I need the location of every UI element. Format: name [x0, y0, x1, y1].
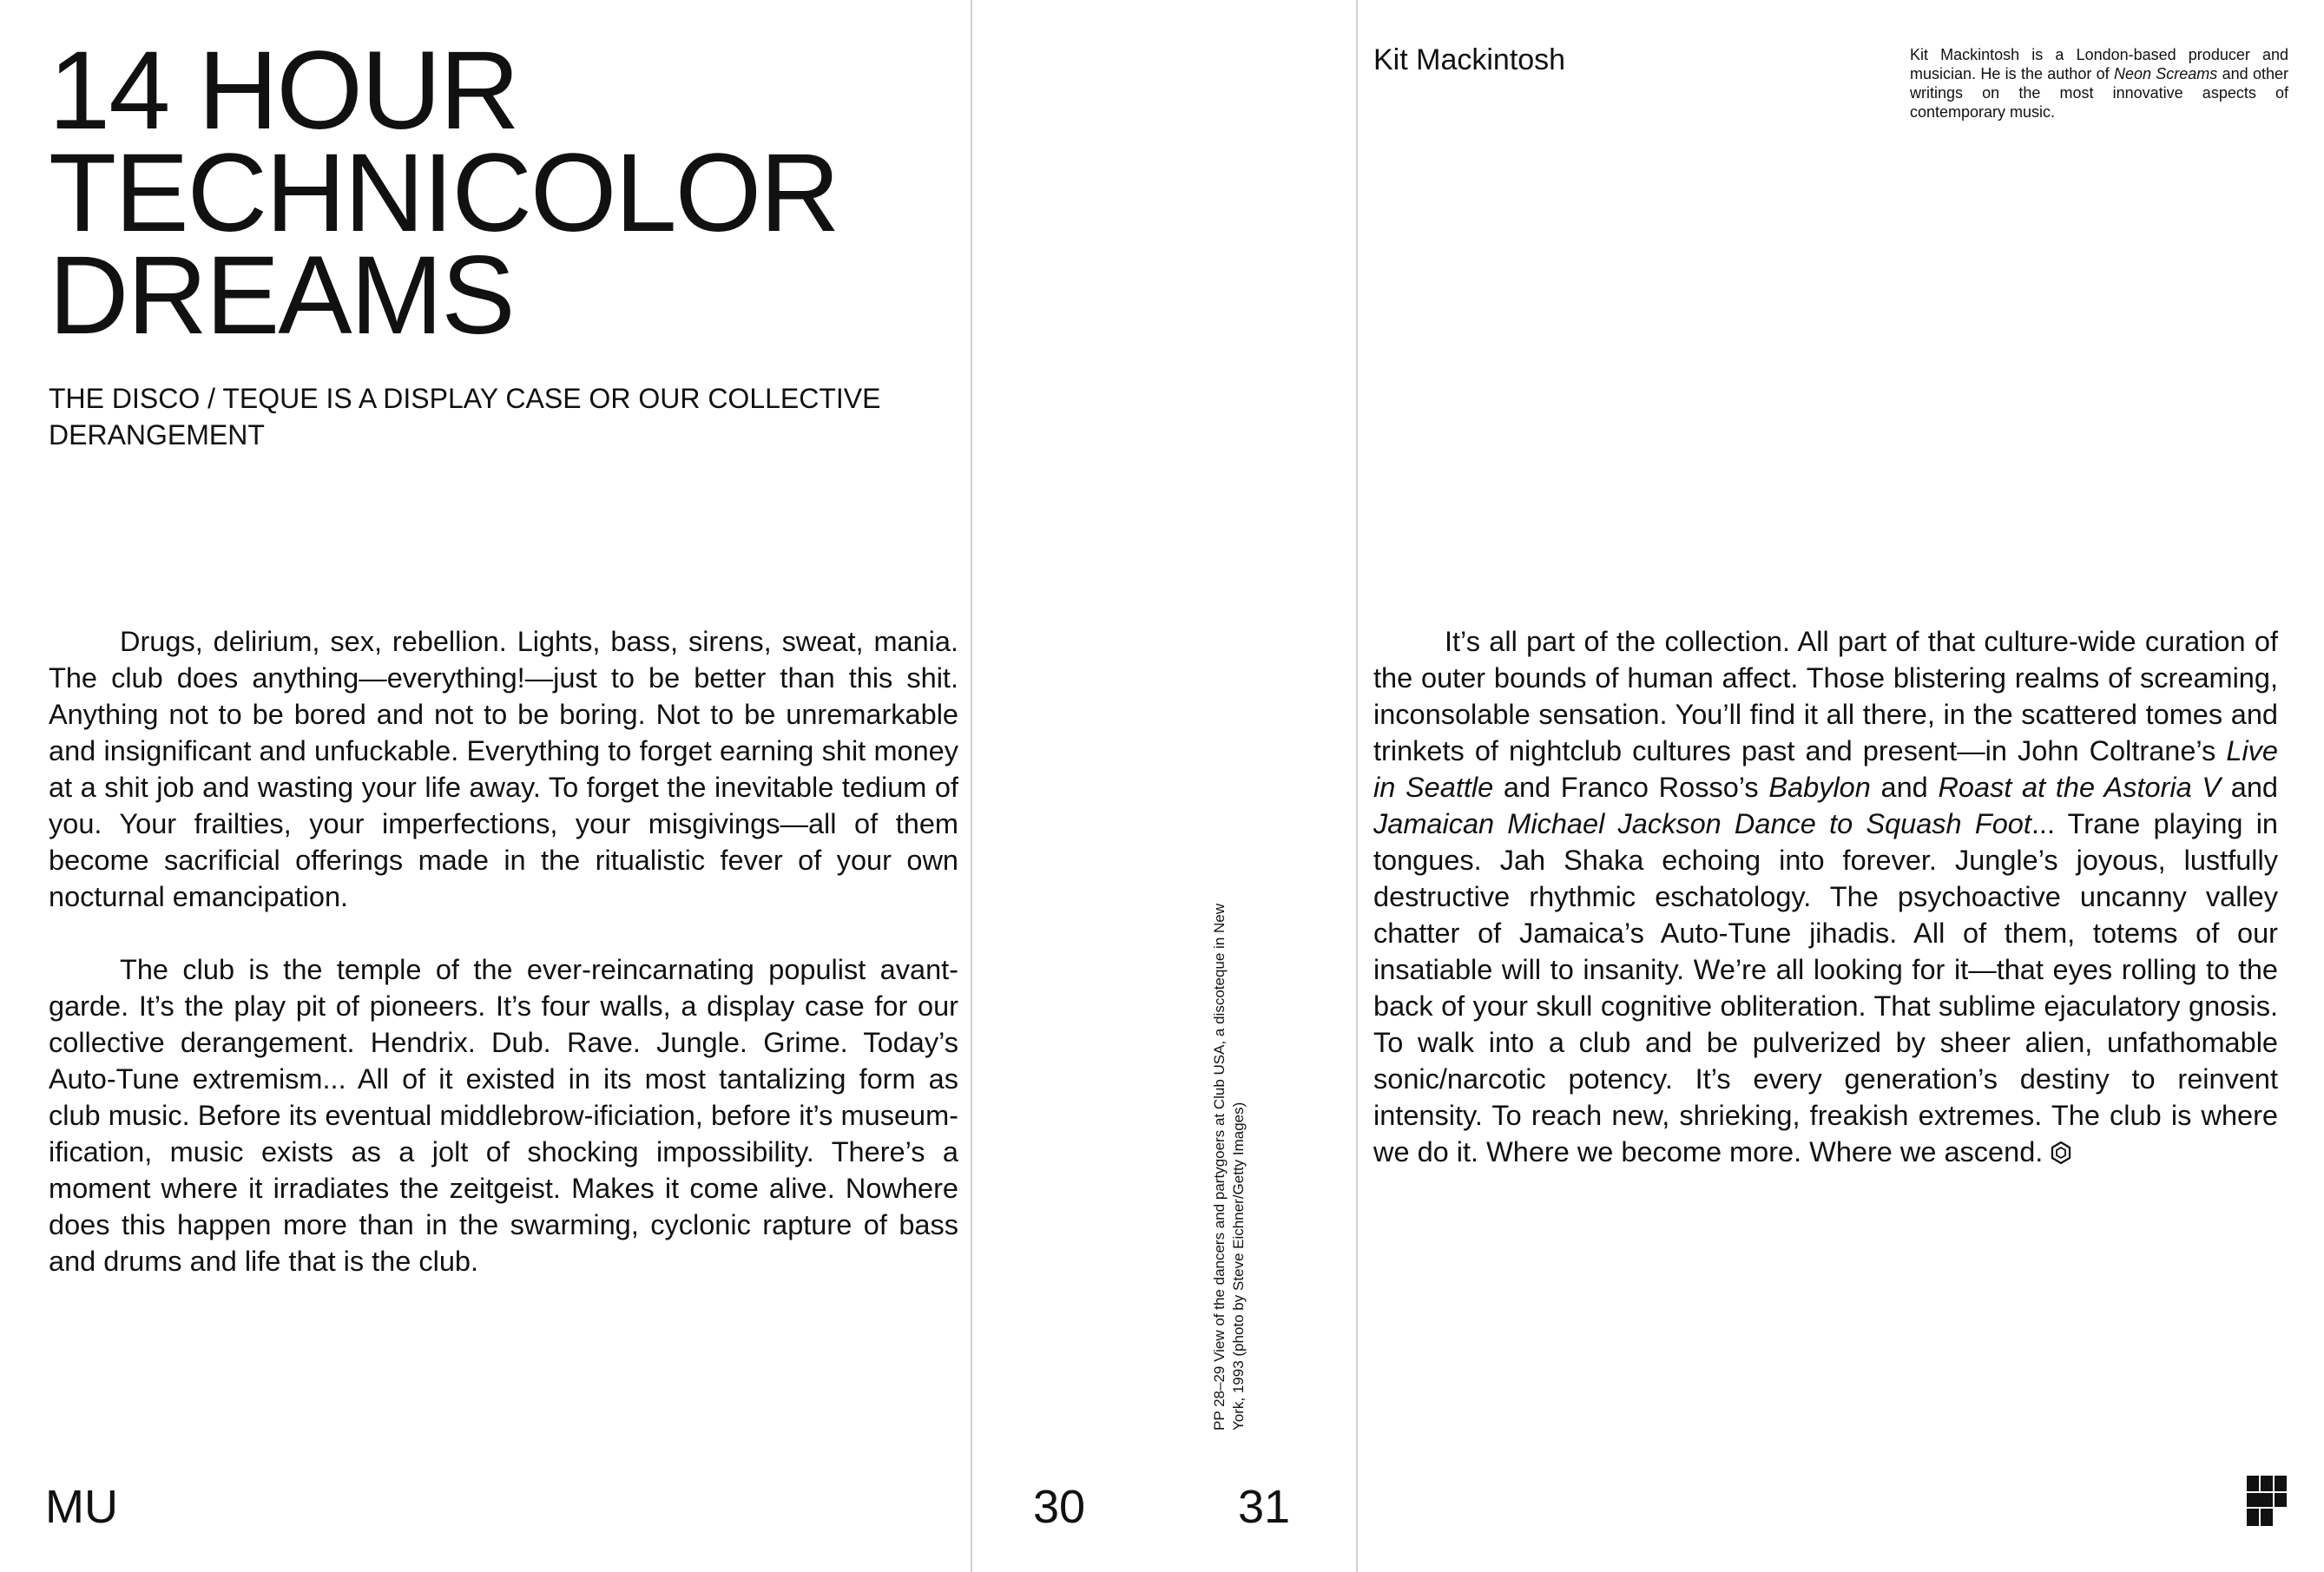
article-title: [49, 29, 839, 358]
right-body-text: [1373, 623, 2278, 1170]
bio-text: and other writings on the most innovative aspects of contemporary music.: [1910, 65, 2288, 121]
left-body-text: [49, 623, 958, 1279]
author-bio: [1910, 45, 2288, 122]
body-text-run: and Franco Rosso’s: [1493, 772, 1769, 803]
article-subtitle: THE DISCO / TEQUE IS A DISPLAY CASE OR OUR COLLECTIVE DERANGEMENT: [49, 383, 881, 451]
bio-text: Kit Mackintosh is a London-based producer and musician. He is the author of: [1910, 46, 2288, 82]
work-title: Live in Seattle: [1373, 735, 2278, 803]
title-line: 14 HOUR: [49, 29, 518, 153]
page-number-left: 30: [1033, 1481, 1086, 1533]
body-text-run: It’s all part of the collection. All part of that culture-wide curation of the outer bounds of human affect. Those blistering realms of screaming, inconsolable sensation. You’ll find it all there, in the scattered tomes and trinkets of nightclub cultures past and present—in John Coltrane’s: [1373, 626, 2278, 766]
photo-caption: PP 28–29 View of the dancers and partygoers at Club USA, a discoteque in New York, 1993 (photo by Steve Eichner/Getty Images): [1211, 903, 1247, 1431]
publisher-logo-icon: [2247, 1476, 2287, 1526]
title-line: TECHNICOLOR: [49, 131, 839, 255]
magazine-brand: MU: [45, 1481, 118, 1533]
page-number-right: 31: [1238, 1481, 1291, 1533]
body-text-run: and: [1870, 772, 1939, 803]
author-name: Kit Mackintosh: [1373, 43, 1566, 76]
body-paragraph: [1373, 623, 2278, 1170]
gutter-rule-right: [1356, 0, 1358, 1572]
gutter-rule-left: [971, 0, 972, 1572]
bio-book-title: Neon Screams: [2113, 65, 2218, 82]
body-paragraph: The club is the temple of the ever-reincarnating populist avant-garde. It’s the play pit of pioneers. It’s four walls, a display case for our collective derangement. Hendrix. Dub. Rave. Jungle. Grime. Today’s Auto-Tune extremism... All of it existed in its most tantalizing form as club music. Before its eventual middlebrow-ificiation, before it’s museum-ification, music exists as a jolt of shocking impossibility. There’s a moment where it irradiates the zeitgeist. Makes it come alive. Nowhere does this happen more than in the swarming, cyclonic rapture of bass and drums and life that is the club.: [49, 954, 958, 1277]
body-text-run: ... Trane playing in tongues. Jah Shaka echoing into forever. Jungle’s joyous, lustfully destructive rhythmic eschatology. The psychoactive uncanny valley chatter of Jamaica’s Auto-Tune jihadis. All of them, totems of our insatiable will to insanity. We’re all looking for it—that eyes rolling to the back of your skull cognitive obliteration. That sublime ejaculatory gnosis. To walk into a club and be pulverized by sheer alien, unfathomable sonic/narcotic potency. It’s every generation’s destiny to reinvent intensity. To reach new, shrieking, freakish extremes. The club is where we do it. Where we become more. Where we ascend.: [1373, 808, 2279, 1167]
body-text-run: and: [2221, 772, 2278, 803]
body-paragraph: Drugs, delirium, sex, rebellion. Lights, bass, sirens, sweat, mania. The club does anything—everything!—just to be better than this shit. Anything not to be bored and not to be boring. Not to be unremarkable and insignificant and unfuckable. Everything to forget earning shit money at a shit job and wasting your life away. To forget the inevitable tedium of you. Your frailties, your imperfections, your misgivings—all of them become sacrificial offerings made in the ritualistic fever of your own nocturnal emancipation.: [49, 626, 958, 912]
title-line: DREAMS: [49, 233, 514, 358]
hexagon-end-mark-icon: [2051, 1141, 2071, 1164]
work-title: Babylon: [1768, 772, 1871, 803]
work-title: Jamaican Michael Jackson Dance to Squash Foot: [1373, 808, 2031, 839]
work-title: Roast at the Astoria V: [1938, 772, 2222, 803]
